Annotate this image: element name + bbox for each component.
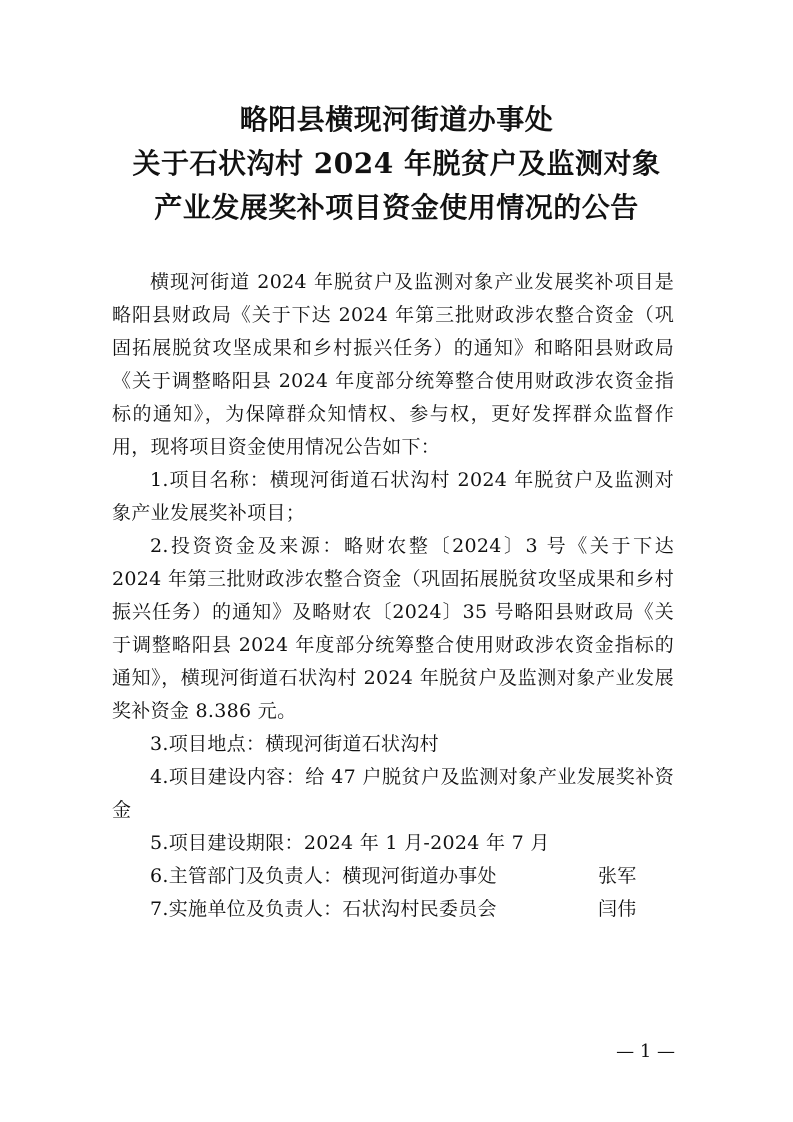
title-line-3: 产业发展奖补项目资金使用情况的公告 [154, 191, 639, 224]
intro-paragraph: 横现河街道 2024 年脱贫户及监测对象产业发展奖补项目是略阳县财政局《关于下达 2024 年第三批财政涉农整合资金（巩固拓展脱贫攻坚成果和乡村振兴任务）的通知》和略阳县财政局《关于调整略阳县 2024 年度部分统筹整合使用财政涉农资金指标的通知》，为保障群众知情权、参与权，更好发挥群众监督作用，现将项目资金使用情况公告如下： [112, 271, 674, 458]
item-project-location: 3.项目地点：横现河街道石状沟村 [150, 733, 439, 755]
document-body [112, 266, 674, 926]
item-construction-period: 5.项目建设期限：2024 年 1 月-2024 年 7 月 [150, 832, 550, 854]
item-construction-content: 4.项目建设内容：给 47 户脱贫户及监测对象产业发展奖补资金 [112, 766, 674, 821]
responsible-department-label: 6.主管部门及负责人：横现河街道办事处 [150, 865, 497, 887]
implementing-unit-person: 闫伟 [598, 898, 637, 920]
title-line-2: 关于石状沟村 2024 年脱贫户及监测对象 [132, 147, 661, 180]
responsible-department-person: 张军 [598, 865, 637, 887]
item-project-name: 1.项目名称：横现河街道石状沟村 2024 年脱贫户及监测对象产业发展奖补项目； [112, 469, 674, 524]
page-number: — 1 — [616, 1041, 675, 1062]
responsible-department-row [112, 860, 674, 893]
implementing-unit-row [112, 893, 674, 926]
document-title [80, 98, 713, 230]
implementing-unit-label: 7.实施单位及负责人：石状沟村民委员会 [150, 898, 497, 920]
title-line-1: 略阳县横现河街道办事处 [239, 103, 554, 136]
item-funding-source: 2.投资资金及来源：略财农整〔2024〕3 号《关于下达 2024 年第三批财政涉农整合资金（巩固拓展脱贫攻坚成果和乡村振兴任务）的通知》及略财农〔2024〕35 号略阳县财政局《关于调整略阳县 2024 年度部分统筹整合使用财政涉农资金指标的通知》，横现河街道石状沟村 2024 年脱贫户及监测对象产业发展奖补资金 8.386 元。 [112, 535, 674, 722]
